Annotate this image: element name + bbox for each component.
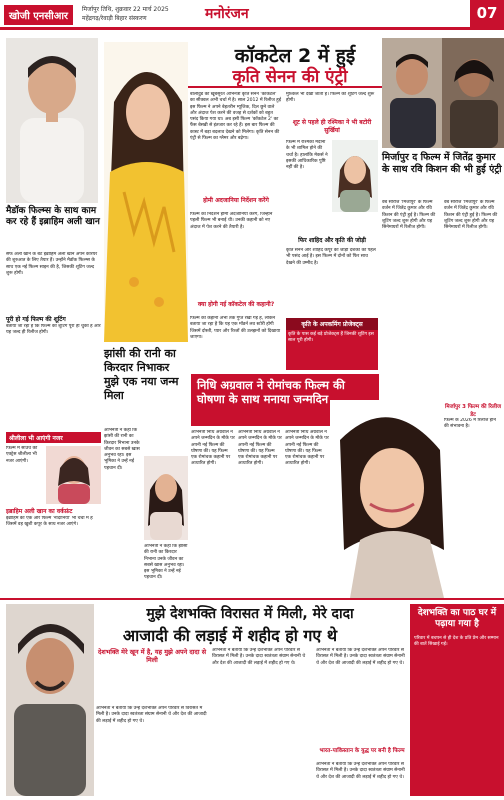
bottom-body-2: अभिनेता ने बताया कि उन्हें देशभक्ति अपने परिवार से विरासत में मिली है। उनके दादा स्वतंत्रता संग्राम सेनानी थे और देश की आजादी की लड़ाई में शहीद हो गए थे।: [212, 648, 306, 666]
right-body: वेब सीरीज 'मिर्जापुर' के फिल्म वर्जन में जितेंद्र कुमार और रवि किशन की एंट्री हुई है। फिल्म की शूटिंग जल्द शुरू होगी और यह सिनेमाघरों में रिलीज होगी।: [382, 200, 436, 231]
portrait-illustration: [46, 446, 101, 504]
top-col3-sub: शूट से पहले ही रश्मिका ने भी बटोरी सुर्खियां: [292, 119, 372, 134]
dateline-2: महेंद्रगढ़/रेवाड़ी बिहार संस्करण: [82, 15, 147, 22]
portrait-illustration: [330, 400, 444, 598]
jhansi-headline: झांसी की रानी का किरदार निभाकर मुझे एक नया जन्म मिला: [104, 347, 179, 402]
top-col3-body3: कृति सेनन और शाहिद कपूर की जोड़ी दर्शकों को पहले भी पसंद आई है। इस फिल्म में दोनों को फिर साथ देखने की उम्मीद है।: [286, 248, 376, 266]
mirzapur-photo: [382, 38, 504, 148]
nidhhi-body-col3: अभिनेत्री निधि अग्रवाल ने अपने जन्मदिन के मौके पर अपनी नई फिल्म की घोषणा की। यह फिल्म एक रोमांचक कहानी पर आधारित होगी।: [285, 430, 329, 467]
kriti-projects-body: कृति के पास कई बड़े प्रोजेक्ट्स हैं जिनकी शूटिंग इस साल पूरी होगी।: [288, 332, 374, 344]
top-headline-1: कॉकटेल 2 में हुई: [234, 45, 356, 67]
bottom-headline-2: आजादी की लड़ाई में शहीद हो गए थे: [122, 626, 338, 645]
right-body-col2: वेब सीरीज 'मिर्जापुर' के फिल्म वर्जन में जितेंद्र कुमार और रवि किशन की एंट्री हुई है। फिल्म की शूटिंग जल्द शुरू होगी और यह सिनेमाघरों में रिलीज होगी।: [444, 200, 498, 231]
page-number: 07: [470, 0, 504, 27]
top-sub1: होमी अदजानिया निर्देशन करेंगे: [203, 197, 269, 204]
bottom-headline-1: मुझे देशभक्ति विरासत में मिली, मेरे दादा: [146, 606, 354, 622]
top-sub2-body: फिल्म की कहानी अभी तक गुप्त रखी गई है, लेकिन बताया जा रहा है कि यह एक मॉडर्न लव स्टोरी होगी जिसमें दोस्ती, प्यार और रिश्तों की उलझनों को दिखाया जाएगा।: [190, 316, 281, 340]
sreeleela-caption-bar: [6, 432, 101, 443]
patriotism-box: [410, 604, 504, 796]
left-headline: मैडॉक फिल्म्स के साथ काम कर रहे हैं इब्राहिम अली खान: [6, 206, 100, 227]
kriti-photo: [104, 42, 188, 342]
portrait-illustration: [104, 42, 188, 342]
sreeleela-photo: [46, 446, 101, 504]
jhansi-photo: [144, 456, 188, 540]
top-sub2: क्या होगी नई कॉकटेल की कहानी?: [197, 301, 275, 308]
portrait-illustration: [144, 456, 188, 540]
nidhhi-body-col2: अभिनेत्री निधि अग्रवाल ने अपने जन्मदिन के मौके पर अपनी नई फिल्म की घोषणा की। यह फिल्म एक रोमांचक कहानी पर आधारित होगी।: [238, 430, 282, 467]
page-header: [0, 0, 504, 30]
bottom-body-4: अभिनेता ने बताया कि उन्हें देशभक्ति अपने परिवार से विरासत में मिली है। उनके दादा स्वतंत्रता संग्राम सेनानी थे और देश की आजादी की लड़ाई में शहीद हो गए थे।: [316, 762, 405, 780]
top-col1-body: बॉलीवुड की खूबसूरत अभिनेत्री कृति सेनन 'कॉकटेल' का सीक्वल अभी चर्चा में है। साल 2012 में रिलीज हुई इस फिल्म ने अपने बेहतरीन म्यूजिक, दिल छूने वाले और अंदाज पेश करने की वजह से दर्शकों को बहुत पसंद किया गया था। अब इसी फिल्म 'कॉकटेल 2' का फैंस बेसब्री से इंतजार कर रहे हैं। इस बार फिल्म की कास्ट में बड़ा बदलाव देखने को मिलेगा। कृति सेनन की एंट्री से फिल्म का ग्लैमर और बढ़ेगा।: [190, 92, 281, 142]
top-col3-sub2: फिर शाहिद और कृति की जोड़ी: [298, 237, 366, 244]
kriti-projects-box: [286, 318, 378, 370]
left-sub1: पूरी हो गई फिल्म की शूटिंग: [6, 316, 66, 323]
jhansi-body: अभिनेत्री ने कहा कि झांसी की रानी का किरदार निभाना उनके जीवन का सबसे खास अनुभव रहा। इस भूमिका ने उन्हें नई पहचान दी।: [104, 428, 140, 471]
bottom-sub: भारत-पाकिस्तान के युद्ध पर बनी है फिल्म: [319, 748, 405, 754]
bottom-quote: देशभक्ति मेरे खून में है, यह मुझे अपने दादा से मिली: [97, 648, 207, 665]
jhansi-body-col2: अभिनेत्री ने कहा कि झांसी की रानी का किरदार निभाना उनके जीवन का सबसे खास अनुभव रहा। इस भूमिका ने उन्हें नई पहचान दी।: [144, 544, 188, 581]
kriti-projects-title: कृति के अपकमिंग प्रोजेक्ट्स: [286, 318, 378, 330]
top-headline-2-text: कृति सेनन की एंट्री: [232, 67, 348, 87]
sreeleela-body: फिल्म में साउथ की एक्ट्रेस श्रीलीला भी नजर आएंगी।: [6, 446, 38, 464]
nidhhi-headline: निधि अग्रवाल ने रोमांचक फिल्म की घोषणा के साथ मनाया जन्मदिन: [197, 378, 345, 406]
left-sub2-body: इब्राहिम की एक और फिल्म 'नादानियां' भी चर्चा में है जिसमें वह खुशी कपूर के साथ नजर आएंगे।: [6, 516, 93, 528]
left-body: सैफ अली खान के बेटे इब्राहिम अली खान अपने करियर की शुरुआत के लिए तैयार हैं। उन्होंने मैडॉक फिल्म्स के साथ एक नई फिल्म साइन की है, जिसकी शूटिंग जल्द शुरू होगी।: [6, 252, 98, 276]
rashmika-photo: [332, 140, 378, 212]
portrait-illustration: [382, 38, 504, 148]
top-col3-body: मुश्किलें भी देखी जाती हैं। फिल्म की शूटिंग जल्द शुरू होगी।: [286, 92, 375, 104]
section-title: मनोरंजन: [205, 6, 249, 22]
sreeleela-caption: श्रीलीला भी आएंगी नजर: [9, 435, 63, 442]
ibrahim-photo: [6, 38, 98, 203]
bottom-body-1: अभिनेता ने बताया कि उन्हें देशभक्ति अपने परिवार से विरासत में मिली है। उनके दादा स्वतंत्रता संग्राम सेनानी थे और देश की आजादी की लड़ाई में शहीद हो गए थे।: [96, 706, 207, 724]
bottom-body-3: अभिनेता ने बताया कि उन्हें देशभक्ति अपने परिवार से विरासत में मिली है। उनके दादा स्वतंत्रता संग्राम सेनानी थे और देश की आजादी की लड़ाई में शहीद हो गए थे।: [316, 648, 405, 666]
nidhhi-body: अभिनेत्री निधि अग्रवाल ने अपने जन्मदिन के मौके पर अपनी नई फिल्म की घोषणा की। यह फिल्म एक रोमांचक कहानी पर आधारित होगी।: [191, 430, 235, 467]
patriotism-box-title: देशभक्ति का पाठ घर में पढ़ाया गया है: [417, 608, 497, 629]
nidhhi-photo: [330, 400, 444, 598]
left-sub1-body: बताया जा रहा है कि फिल्म की शूटिंग पूरी हो चुकी है और यह जल्द ही रिलीज होगी।: [6, 324, 101, 336]
dateline-1: मिर्जापुर तिथि, शुक्रवार 22 मार्च 2025: [82, 6, 169, 13]
portrait-illustration: [6, 38, 98, 203]
dateline: [82, 5, 212, 23]
left-sub2: इब्राहिम अली खान का वर्कफ्रंट: [6, 508, 73, 515]
right-headline: मिर्जापुर द फिल्म में जितेंद्र कुमार के साथ रवि किशन की भी हुई एंट्री: [382, 152, 502, 175]
portrait-illustration: [6, 604, 94, 796]
portrait-illustration: [332, 140, 378, 212]
top-col3-body2: फिल्म में रश्मिका मंदाना के भी शामिल होने की चर्चा है। हालांकि मेकर्स ने इसकी आधिकारिक पुष्टि नहीं की है।: [286, 140, 328, 171]
masthead-brand: खोजी एनसीआर: [4, 5, 73, 25]
top-headline-2: [178, 64, 402, 88]
bottom-divider: [0, 598, 504, 600]
right-sub: मिर्जापुर 3 फिल्म की रिलीज डेट: [444, 404, 502, 418]
patriotism-box-body: परिवार में बचपन से ही देश के प्रति प्रेम और सम्मान की बातें सिखाई गईं।: [414, 636, 499, 648]
actor-photo: [6, 604, 94, 796]
right-sub-body: फिल्म के 2026 में रिलीज होने की संभावना है।: [444, 418, 496, 430]
top-sub1-body: फिल्म का निर्देशन होमी अदजानिया करेंगे, जिन्होंने पहली फिल्म भी बनाई थी। उनकी कहानी को नए अंदाज में पेश करने की तैयारी है।: [190, 212, 273, 230]
